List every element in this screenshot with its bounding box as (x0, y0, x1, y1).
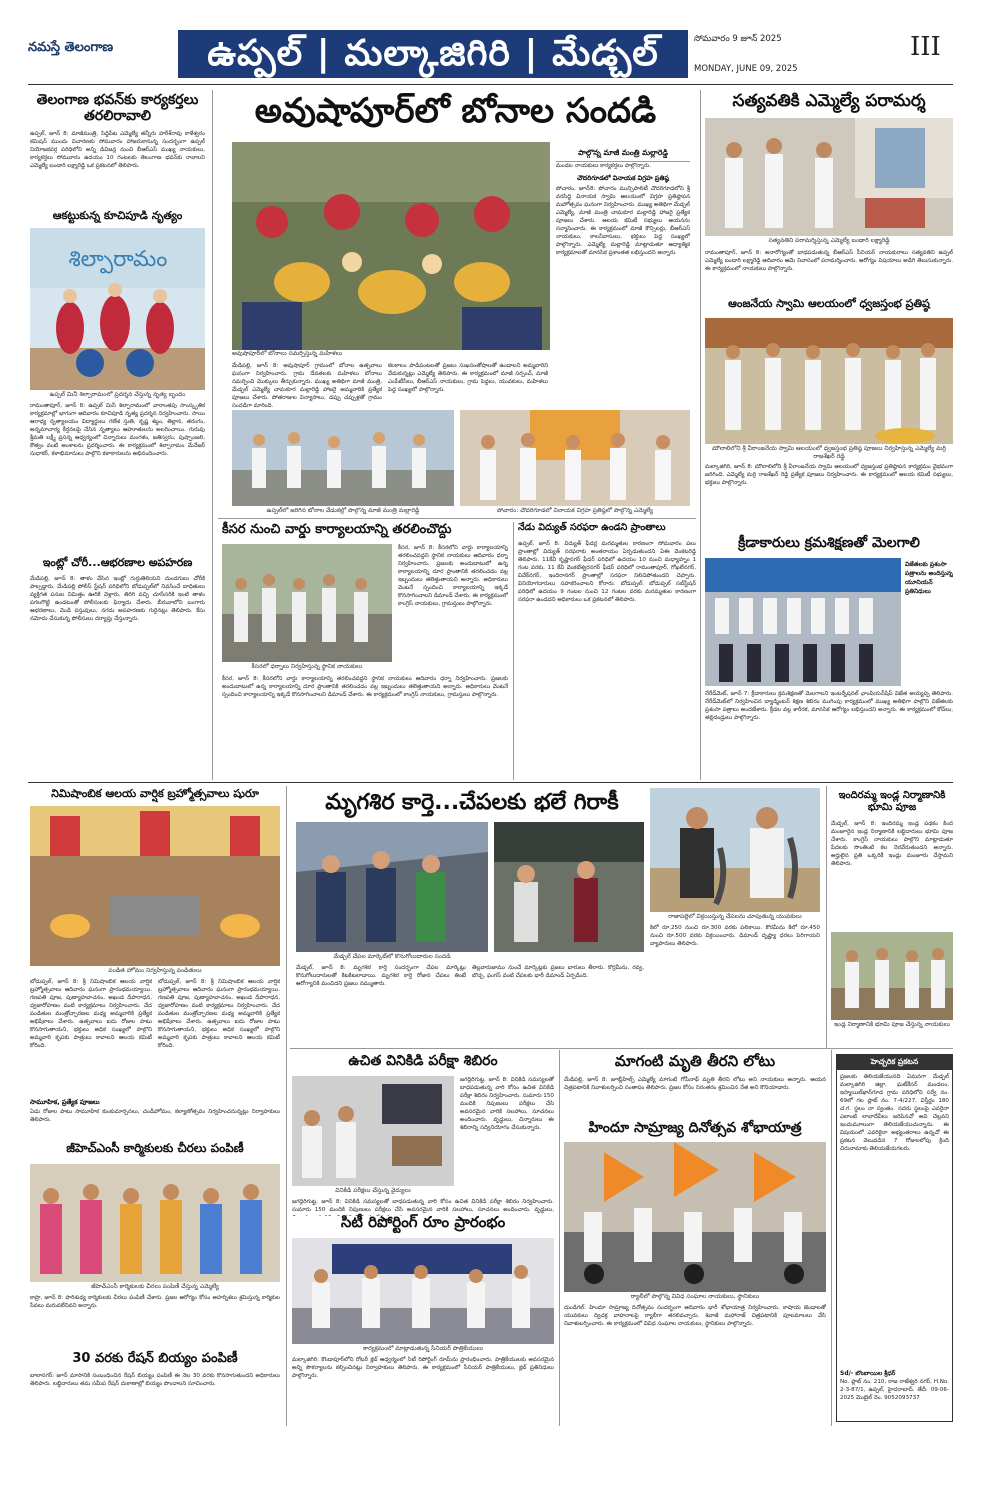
fish-market-photo (296, 822, 488, 952)
ghmc-headline: జీహెచ్‌ఎంసీ కార్మికులకు చీరలు పంపిణీ (66, 1141, 244, 1155)
column-rule (559, 1050, 560, 1426)
temple-headline: నిమిషాంబిక ఆలయ వార్షిక బ్రహ్మోత్సవాలు షురూ (51, 787, 259, 800)
indiramma-caption: ఇండ్ల నిర్మాణానికి భూమి పూజ చేస్తున్న నాయకులు (831, 1021, 953, 1039)
satyavathi-photo (705, 118, 953, 236)
maganti-body: మేడిపల్లి, జూన్ 8: జూబ్లీహిల్స్ ఎమ్మెల్యే మాగంటి గోపీనాథ్ మృతి తీరని లోటు అని నాయకులు అన్నారు. ఆయన చిత్రపటానికి నివాళులర్పించి సంతాపం తెలిపారు. ప్రజల కోసం నిరంతరం శ్రమించిన నేత అని కొనియాడారు. (564, 1077, 826, 1091)
temple-body-extra: ఏడు రోజుల పాటు సామూహిక కుంకుమార్చనలు, చండీహోమం, కల్యాణోత్సవం నిర్వహించనున్నట్లు నిర్వాహకులు తెలిపారు. (30, 1109, 280, 1123)
temple-body-col1: బోడుప్పల్, జూన్ 8: శ్రీ నిమిషాంబిక ఆలయ వార్షిక బ్రహ్మోత్సవాలు ఆదివారం ఘనంగా ప్రారంభమయ్యాయి. గణపతి పూజ, పుణ్యాహవాచనం, అఖండ దీపారాధన, ధ్వజారోహణం వంటి కార్యక్రమాలు నిర్వహించారు. వేద పండితుల మంత్రోచ్ఛారణల మధ్య అమ్మవారికి ప్రత్యేక అభిషేకాలు చేశారు. ఉత్సవాలు ఐదు రోజుల పాటు కొనసాగుతాయని, భక్తులు అధిక సంఖ్యలో పాల్గొని అమ్మవారి కృపకు పాత్రులు కావాలని ఆలయ కమిటీ కోరింది. (30, 979, 152, 1049)
indiramma-headline: ఇందిరమ్మ ఇండ్ల నిర్మాణానికి భూమి పూజ (838, 790, 946, 813)
bonalu-photo (232, 142, 550, 350)
uppal-bonalu-photo (232, 410, 454, 506)
ration-headline: 30 వరకు రేషన్ బియ్యం పంపిణీ (72, 1351, 238, 1366)
masthead-logo: నమస్తే తెలంగాణ (28, 40, 114, 55)
bonalu-caption: అవుషాపూర్‌లో బోనాలు సమర్పిస్తున్న మహిళలు (232, 350, 432, 358)
anjaneya-body: మల్కాజిగిరి, జూన్ 8: మౌలాలిలోని శ్రీ వీరాంజనేయ స్వామి ఆలయంలో ధ్వజస్తంభ ప్రతిష్ఠాపన కార్యక్రమం వైభవంగా జరిగింది. ఎమ్మెల్యే మర్రి రాజశేఖర్ రెడ్డి ప్రత్యేక పూజలు నిర్వహించారు. ఈ కార్యక్రమంలో ఆలయ కమిటీ సభ్యులు, భక్తులు పాల్గొన్నారు. (705, 464, 953, 486)
anjaneya-photo (705, 318, 953, 444)
svg-text:శిల్పారామం: శిల్పారామం (68, 247, 168, 272)
city-caption: కార్యక్రమంలో మాట్లాడుతున్న సీనియర్ పాత్రికేయులు (292, 1345, 554, 1353)
temple-subheading: సామూహిక, ప్రత్యేక పూజలు (30, 1098, 100, 1106)
sports-photo (705, 558, 901, 686)
section-rule (28, 782, 953, 783)
ration-body: బాలానగర్: జూన్ మాసానికి సంబంధించిన రేషన్ బియ్యం పంపిణీ ఈ నెల 30 వరకు కొనసాగుతుందని అధికారులు తెలిపారు. లబ్ధిదారులు తమ సమీప రేషన్ దుకాణాల్లో బియ్యం పొందాలని సూచించారు. (30, 1373, 280, 1387)
page-number: III (910, 32, 941, 62)
article-title-theft: ఇంట్లో చోరీ...ఆభరణాల అపహరణ (42, 556, 193, 569)
keesara-photo (222, 544, 392, 662)
sports-headline: క్రీడాకారులు క్రమశిక్షణతో మెలగాలి (738, 535, 920, 551)
header-rule (28, 84, 953, 85)
column-rule (513, 522, 514, 780)
power-body: ఉప్పల్, జూన్ 8: విద్యుత్ ఫీడర్ల మరమ్మతుల కారణంగా సోమవారం పలు ప్రాంతాల్లో విద్యుత్ సరఫరాకు అంతరాయం ఏర్పడుతుందని ఏఈ వెంకటరెడ్డి తెలిపారు. 11కేవీ కృష్ణానగర్ ఫీడర్ పరిధిలో ఉదయం 10 నుంచి మధ్యాహ్నం 1 గంట వరకు, 11 కేవీ వెంకటేశ్వరనగర్ ఫీడర్ పరిధిలో రామంతాపూర్, గోఖలేనగర్, వివేక్‌నగర్, ఇందిరానగర్ ప్రాంతాల్లో సరఫరా నిలిచిపోతుందని చెప్పారు. వినియోగదారులు సహకరించాలని కోరారు. బోడుప్పల్: బోడుప్పల్ సబ్‌స్టేషన్ పరిధిలో ఉదయం 9 గంటల నుంచి 12 గంటల వరకు మరమ్మతుల కారణంగా సరఫరా ఉండదని అధికారులు ఒక ప్రకటనలో తెలిపారు. (518, 541, 696, 603)
hearing-body: జగద్గిరిగుట్ట, జూన్ 8: వినికిడి సమస్యలతో బాధపడుతున్న వారి కోసం ఉచిత వినికిడి పరీక్షా శిబిరం నిర్వహించారు. సుమారు 150 మందికి నిపుణులు పరీక్షలు చేసి అవసరమైన వారికి సలహాలు, సూచనలు అందించారు. వృద్ధులు, (292, 1199, 554, 1213)
column-rule (286, 786, 287, 1426)
legal-notice-body: ప్రజలకు తెలియజేయునది ఏమనగా మేడ్చల్ మల్కాజిగిరి జిల్లా, ఘట్‌కేసర్ మండలం, ఇస్మాయిల్‌ఖాన్‌గూడ గ్రామ పరిధిలోని సర్వే నం. 69లో గల ప్లాట్ నం. 7-4/227, విస్తీర్ణం 180 చ.గ. స్థలం నా స్వంతం. సదరు స్థలంపై ఎవరైనా ఎలాంటి లావాదేవీలు జరిపినచో అవి చెల్లవని ఇందుమూలంగా తెలియజేయుచున్నాను. ఈ విషయంలో ఎవరికైనా అభ్యంతరాలు ఉన్నచో ఈ ప్రకటన వెలువడిన 7 రోజులలోపు క్రింది చిరునామాకు తెలియజేయగలరు. (840, 1074, 949, 1152)
article-title-telangana-bhavan: తెలంగాణ భవన్‌కు కార్యకర్తలు తరలిరావాలి (36, 92, 199, 125)
date-english: MONDAY, JUNE 09, 2025 (694, 64, 798, 74)
sports-side-caption: విజేతలకు ప్రశంసా పత్రాలను అందిస్తున్న యూనియన్ ప్రతినిధులు (905, 561, 953, 595)
chowdariguda-photo (460, 410, 690, 506)
satyavathi-headline: సత్యవతికి ఎమ్మెల్యే పరామర్శ (732, 91, 926, 111)
column-rule (212, 90, 213, 780)
chowdariguda-caption: పోచారం: చౌదరిగూడలో వినాయక విగ్రహ ప్రతిష్ఠలో పాల్గొన్న ఎమ్మెల్యే (460, 507, 690, 515)
fish-youth-photo (650, 788, 820, 912)
lead-subheading: పాల్గొన్న మాజీ మంత్రి మల్లారెడ్డి (556, 148, 690, 162)
anjaneya-caption: మౌలాలిలోని శ్రీ వీరాంజనేయ స్వామి ఆలయంలో ధ్వజస్తంభ ప్రతిష్ఠ పూజలు నిర్వహిస్తున్న ఎమ్మెల్యే మర్రి రాజశేఖర్ రెడ్డి (705, 445, 953, 461)
keesara-headline: కీసర నుంచి వార్డు కార్యాలయాన్ని తరలించొద్దు (222, 522, 452, 537)
lead-body-intro: మండల నాయకులు కార్యకర్తలు పాల్గొన్నారు. (556, 163, 652, 169)
kuchipudi-caption: ఉప్పల్ మినీ శిల్పారామంలో ప్రదర్శన చేస్తున్న నృత్య బృందం (30, 391, 205, 399)
legal-notice-title: హెచ్చరిక ప్రకటన (837, 1055, 952, 1070)
temple-body-col2: బోడుప్పల్, జూన్ 8: శ్రీ నిమిషాంబిక ఆలయ వార్షిక బ్రహ్మోత్సవాలు ఆదివారం ఘనంగా ప్రారంభమయ్యాయి. గణపతి పూజ, పుణ్యాహవాచనం, అఖండ దీపారాధన, ధ్వజారోహణం వంటి కార్యక్రమాలు నిర్వహించారు. వేద పండితుల మంత్రోచ్ఛారణల మధ్య అమ్మవారికి ప్రత్యేక అభిషేకాలు చేశారు. ఉత్సవాలు ఐదు రోజుల పాటు కొనసాగుతాయని, భక్తులు అధిక సంఖ్యలో పాల్గొని అమ్మవారి కృపకు పాత్రులు కావాలని ఆలయ కమిటీ కోరింది. (158, 979, 280, 1049)
lead-body-col1: మేడిపల్లి, జూన్ 8: అవుషాపూర్ గ్రామంలో బోనాల ఉత్సవాలు ఘనంగా నిర్వహించారు. గ్రామ దేవతలకు మహిళలు బోనాలు సమర్పించి మొక్కులు తీర్చుకున్నారు. ముఖ్య అతిథిగా మాజీ మంత్రి, మేడ్చల్ ఎమ్మెల్యే చామకూర మల్లారెడ్డి హాజరై అమ్మవారికి ప్రత్యేక పూజలు చేశారు. పోతరాజుల విన్యాసాలు, డప్పు చప్పుళ్లతో గ్రామం సందడిగా మారింది. (232, 363, 382, 409)
article-body-kuchipudi: రామంతాపూర్, జూన్ 8: ఉప్పల్ మినీ శిల్పారామంలో వారాంతపు సాంస్కృతిక కార్యక్రమాల్లో భాగంగా ఆదివారం కూచిపూడి నృత్య ప్రదర్శన నిర్వహించారు. సాయి ఆరాధ్య నృత్యాలయం విద్యార్థులు గణేశ స్తుతి, కృష్ణ శబ్దం, తిల్లాన, తరంగం, అన్నమాచార్య కీర్తనలపై చేసిన నృత్యాలు ఆహూతులను అలరించాయి. గురువు శ్రీమతి లక్ష్మీ ప్రసన్న ఆధ్వర్యంలో చిన్నారులు మంగళం, జతిస్వరం, పుష్పాంజలి, కౌత్వం వంటి అంశాలను ప్రదర్శించారు. ఈ కార్యక్రమంలో శిల్పారామం మేనేజర్ సుధాకర్, కళాభిమానులు పాల్గొని కళాకారులను అభినందించారు. (30, 403, 205, 457)
hindu-caption: ర్యాలీలో పాల్గొన్న వివిధ సంఘాల నాయకులు, స్థానికులు (564, 1293, 826, 1301)
legal-notice-address: No. ప్లాట్ నం. 210, రాజ రాజేశ్వరి నగర్, H.No. 2-3-87/1, ఉప్పల్, హైదరాబాద్. తేదీ: 09-06-2025 మొబైల్ నెం. 9052093737 (840, 1379, 949, 1401)
hindu-photo (564, 1142, 826, 1292)
city-body: మల్కాజిగిరి: కొండాపూర్‌లోని రోటరీ క్లబ్ ఆధ్వర్యంలో సిటీ రిపోర్టింగ్ రూమ్‌ను ప్రారంభించారు. పాత్రికేయులకు అవసరమైన అన్ని సౌకర్యాలను కల్పించినట్లు నిర్వాహకులు తెలిపారు. ఈ కార్యక్రమంలో సీనియర్ పాత్రికేయులు, క్లబ్ ప్రతినిధులు పాల్గొన్నారు. (292, 1357, 554, 1379)
fish-body-col2: తెల్లవారుజాము నుంచే మార్కెట్లకు ప్రజలు బారులు తీరారు. కొర్రమీను, రవ్వ, బొచ్చ, ఫంగస్ వంటి చేపలకు భారీ డిమాండ్ ఏర్పడింది. (472, 965, 644, 979)
column-rule (700, 90, 701, 780)
maganti-headline: మాగంటి మృతి తీరని లోటు (614, 1052, 776, 1070)
ghmc-caption: జీహెచ్‌ఎంసీ కార్మికులకు చీరలు పంపిణీ చేస్తున్న ఎమ్మెల్యే (30, 1283, 280, 1291)
article-body-theft: మేడిపల్లి, జూన్ 8: తాళం వేసిన ఇంట్లో గుర్తుతెలియని దుండగులు చోరీకి పాల్పడ్డారు. మేడిపల్లి పోలీస్ స్టేషన్ పరిధిలోని బోడుప్పల్‌లో నివసించే బాధితులు వ్యక్తిగత పనుల నిమిత్తం ఊరికి వెళ్లారు. తిరిగి వచ్చి చూసేసరికి ఇంటి తాళం పగలగొట్టి ఉండటంతో పోలీసులకు ఫిర్యాదు చేశారు. బీరువాలోని బంగారు ఆభరణాలు, వెండి వస్తువులు, నగదు అపహరణకు గురైనట్లు తెలిపారు. కేసు నమోదు చేసుకున్న పోలీసులు దర్యాప్తు చేస్తున్నారు. (30, 576, 205, 622)
fish-body-col1: మేడ్చల్, జూన్ 8: మృగశిర కార్తె సందర్భంగా చేపల మార్కెట్లు కొనుగోలుదారులతో కిటకిటలాడాయి. మృగశిర కార్తె రోజున చేపలు తింటే ఆరోగ్యానికి మంచిదని ప్రజలు నమ్ముతారు. (296, 965, 466, 987)
uppal-bonalu-caption: ఉప్పల్‌లో జరిగిన బోనాల వేడుకల్లో పాల్గొన్న మాజీ మంత్రి మల్లారెడ్డి (232, 507, 454, 515)
ghmc-photo (30, 1164, 280, 1282)
lead-body-col2: కలకాలం పాడిపంటలతో ప్రజలు సుఖసంతోషాలతో ఉండాలని అమ్మవారిని వేడుకున్నట్లు ఎమ్మెల్యే తెలిపారు. ఈ కార్యక్రమంలో మాజీ సర్పంచ్, మాజీ ఎంపీటీసీలు, బీఆర్‌ఎస్ నాయకులు, గ్రామ పెద్దలు, యువకులు, మహిళలు పెద్ద సంఖ్యలో పాల్గొన్నారు. (388, 363, 548, 393)
chowdariguda-heading: చౌదరిగూడలో వినాయక విగ్రహ ప్రతిష్ఠ (577, 174, 669, 182)
fish-youth-caption: రాజాపల్లెలో విక్రయిస్తున్న చేపలను చూపుతున్న యువకులు (650, 913, 820, 921)
hearing-photo (292, 1076, 454, 1186)
fish-body-col3: కిలో రూ.250 నుంచి రూ.300 వరకు పలికాయి. కొరమీను కిలో రూ.450 నుంచి రూ.500 వరకు విక్రయించారు. డిమాండ్ దృష్ట్యా ధరలు పెరిగాయని వ్యాపారులు తెలిపారు. (650, 925, 820, 947)
date-telugu: సోమవారం 9 జూన్ 2025 (694, 34, 782, 44)
temple-caption: పండిత హోమం నిర్వహిస్తున్న పండితులు (30, 967, 280, 975)
fish-market-caption: మేడ్చల్ చేపల మార్కెట్‌లో కొనుగోలుదారుల సందడి (296, 953, 488, 961)
indiramma-body: మేడ్చల్, జూన్ 8: ఇందిరమ్మ ఇండ్ల పథకం కింద మంజూరైన ఇండ్ల నిర్మాణానికి లబ్ధిదారులు భూమి పూజ చేశారు. కాంగ్రెస్ నాయకులు పాల్గొని మాట్లాడుతూ పేదలకు సొంతింటి కల నెరవేరుతుందని అన్నారు. అర్హులైన ప్రతి ఒక్కరికీ ఇండ్లు మంజూరు చేస్తామని తెలిపారు. (831, 821, 953, 867)
column-rule (826, 786, 827, 1048)
keesara-body-side: కీసర, జూన్ 8: కీసరలోని వార్డు కార్యాలయాన్ని తరలించవద్దని స్థానిక నాయకులు ఆదివారం ధర్నా నిర్వహించారు. ప్రజలకు అందుబాటులో ఉన్న కార్యాలయాన్ని దూర ప్రాంతానికి తరలించడం వల్ల ఇబ్బందులు తలెత్తుతాయని అన్నారు. అధికారులు వెంటనే స్పందించి కార్యాలయాన్ని ఇక్కడే కొనసాగించాలని డిమాండ్ చేశారు. ఈ కార్యక్రమంలో కాంగ్రెస్ నాయకులు, గ్రామస్తులు పాల్గొన్నారు. (398, 545, 508, 607)
fish-headline: మృగశిర కార్తె...చేపలకు భలే గిరాకీ (325, 790, 619, 815)
anjaneya-headline: ఆంజనేయ స్వామి ఆలయంలో ధ్వజస్తంభ ప్రతిష్ఠ (728, 297, 930, 310)
section-rule (290, 1048, 953, 1049)
satyavathi-caption: సత్యవతిని పరామర్శిస్తున్న ఎమ్మెల్యే బండారి లక్ష్మారెడ్డి (705, 237, 953, 245)
hearing-body-side: జగద్గిరిగుట్ట, జూన్ 8: వినికిడి సమస్యలతో బాధపడుతున్న వారి కోసం ఉచిత వినికిడి పరీక్షా శిబిరం నిర్వహించారు. సుమారు 150 మందికి నిపుణులు పరీక్షలు చేసి అవసరమైన వారికి సలహాలు, సూచనలు అందించారు. వృద్ధులు, చిన్నారులు ఈ శిబిరాన్ని సద్వినియోగం చేసుకున్నారు. (460, 1077, 554, 1131)
lead-headline: అవుషాపూర్‌లో బోనాల సందడి (254, 91, 657, 131)
sports-body: నేరేడ్‌మెట్, జూన్ 7: క్రీడాకారులు క్రమశిక్షణతో మెలగాలని ఇంటర్నేషనల్ ఛాంపియన్‌షిప్ విజేత అయ్యప్ప తెలిపారు. నేరేడ్‌మెట్‌లో నిర్వహించిన బ్యాడ్మింటన్ శిక్షణ శిబిరం ముగింపు కార్యక్రమంలో ముఖ్య అతిథిగా పాల్గొని విజేతలకు ప్రశంసా పత్రాలు అందజేశారు. క్రీడల వల్ల శారీరక, మానసిక ఆరోగ్యం లభిస్తుందని అన్నారు. ఈ కార్యక్రమంలో కోచ్‌లు, తల్లిదండ్రులు పాల్గొన్నారు. (705, 691, 953, 721)
power-headline: నేడు విద్యుత్ సరఫరా ఉండని ప్రాంతాలు (518, 522, 666, 533)
hindu-headline: హిందూ సామ్రాజ్య దినోత్సవ శోభాయాత్ర (588, 1120, 802, 1136)
keesara-body: కీసర, జూన్ 8: కీసరలోని వార్డు కార్యాలయాన్ని తరలించవద్దని స్థానిక నాయకులు ఆదివారం ధర్నా నిర్వహించారు. ప్రజలకు అందుబాటులో ఉన్న కార్యాలయాన్ని దూర ప్రాంతానికి తరలించడం వల్ల ఇబ్బందులు తలెత్తుతాయని అన్నారు. అధికారులు వెంటనే స్పందించి కార్యాలయాన్ని ఇక్కడే కొనసాగించాలని డిమాండ్ చేశారు. ఈ కార్యక్రమంలో కాంగ్రెస్ నాయకులు, గ్రామస్తులు పాల్గొన్నారు. (222, 676, 508, 698)
keesara-caption: కీసరలో ధర్నాలు నిర్వహిస్తున్న స్థానిక నాయకులు (222, 663, 392, 671)
kuchipudi-photo (30, 228, 205, 390)
city-headline: సిటీ రిపోర్టింగ్ రూం ప్రారంభం (340, 1213, 506, 1231)
chowdariguda-body: పోచారం, జూన్8: పోచారం మున్సిపాలిటీ చౌదరిగూడలోని శ్రీ వరసిద్ధి వినాయక స్వామి ఆలయంలో విగ్రహ ప్రతిష్ఠాపన మహోత్సవం ఘనంగా నిర్వహించారు. ముఖ్య అతిథిగా మేడ్చల్ ఎమ్మెల్యే, మాజీ మంత్రి చామకూర మల్లారెడ్డి హాజరై ప్రత్యేక పూజలు చేశారు. ఆలయ కమిటీ సభ్యులు ఆయనను సన్మానించారు. ఈ కార్యక్రమంలో మాజీ కౌన్సిలర్లు, బీఆర్‌ఎస్ నాయకులు, కాలనీవాసులు, భక్తులు పెద్ద సంఖ్యలో పాల్గొన్నారు. ఎమ్మెల్యే మల్లారెడ్డి మాట్లాడుతూ ఆధ్యాత్మిక కార్యక్రమాలతో మానసిక ప్రశాంతత లభిస్తుందని అన్నారు. (556, 186, 690, 256)
column-rule (831, 1050, 832, 1426)
article-body-telangana-bhavan: ఉప్పల్, జూన్ 8: మాజీమంత్రి, సిద్దిపేట ఎమ్మెల్యే తన్నీరు హరీశ్‌రావు కాళేశ్వరం కమిషన్ ముందు విచారణకు సోమవారం హాజరుకానున్న సందర్భంగా ఉప్పల్ నియోజకవర్గ పరిధిలోని అన్ని డివిజన్ల నుంచి బీఆర్‌ఎస్ ముఖ్య నాయకులు, కార్యకర్తలు సోమవారం ఉదయం 10 గంటలకు తెలంగాణ భవన్‌కు రావాలని ఎమ్మెల్యే బండారి లక్ష్మారెడ్డి ఒక ప్రకటనలో తెలిపారు. (30, 131, 205, 169)
hearing-headline: ఉచిత వినికిడి పరీక్షా శిబిరం (348, 1053, 498, 1069)
satyavathi-body: రామంతాపూర్, జూన్ 8: అనారోగ్యంతో బాధపడుతున్న బీఆర్‌ఎస్ సీనియర్ నాయకురాలు సత్యవతిని ఉప్పల్ ఎమ్మెల్యే బండారి లక్ష్మారెడ్డి ఆదివారం ఆమె నివాసంలో పరామర్శించారు. ఆరోగ్యం విషయాలు అడిగి తెలుసుకున్నారు. ఈ కార్యక్రమంలో నాయకులు పాల్గొన్నారు. (705, 250, 953, 272)
section-rule (218, 518, 696, 519)
temple-photo (30, 806, 280, 966)
hearing-caption: వినికిడి పరీక్షలు చేస్తున్న వైద్యులు (292, 1187, 454, 1195)
legal-notice-box (836, 1054, 953, 1422)
city-photo (292, 1238, 554, 1344)
section-band: ఉప్పల్ | మల్కాజిగిరి | మేడ్చల్ (178, 30, 688, 78)
legal-notice-signature: Sd/- బొంబాయిల శ్రీధర్ (840, 1370, 896, 1377)
article-title-kuchipudi: ఆకట్టుకున్న కూచిపూడి నృత్యం (52, 209, 183, 222)
hindu-body: దుండిగల్: హిందూ సామ్రాజ్య దినోత్సవం సందర్భంగా ఆదివారం భారీ శోభాయాత్ర నిర్వహించారు. కాషాయ జెండాలతో యువకులు ద్విచక్ర వాహనాలపై ర్యాలీగా తరలివచ్చారు. శివాజీ మహారాజ్ చిత్రపటానికి పూలమాలలు వేసి నివాళులర్పించారు. ఈ కార్యక్రమంలో వివిధ సంఘాల నాయకులు, స్థానికులు పాల్గొన్నారు. (564, 1305, 826, 1327)
fish-stall-photo (494, 822, 644, 952)
indiramma-photo (831, 932, 953, 1020)
ghmc-body: కాప్రా, జూన్ 8: పారిశుధ్య కార్మికులకు చీరలు పంపిణీ చేశారు. ప్రజల ఆరోగ్యం కోసం అహర్నిశలు శ్రమిస్తున్న కార్మికుల సేవలు మరువలేనివని అన్నారు. (30, 1295, 280, 1309)
